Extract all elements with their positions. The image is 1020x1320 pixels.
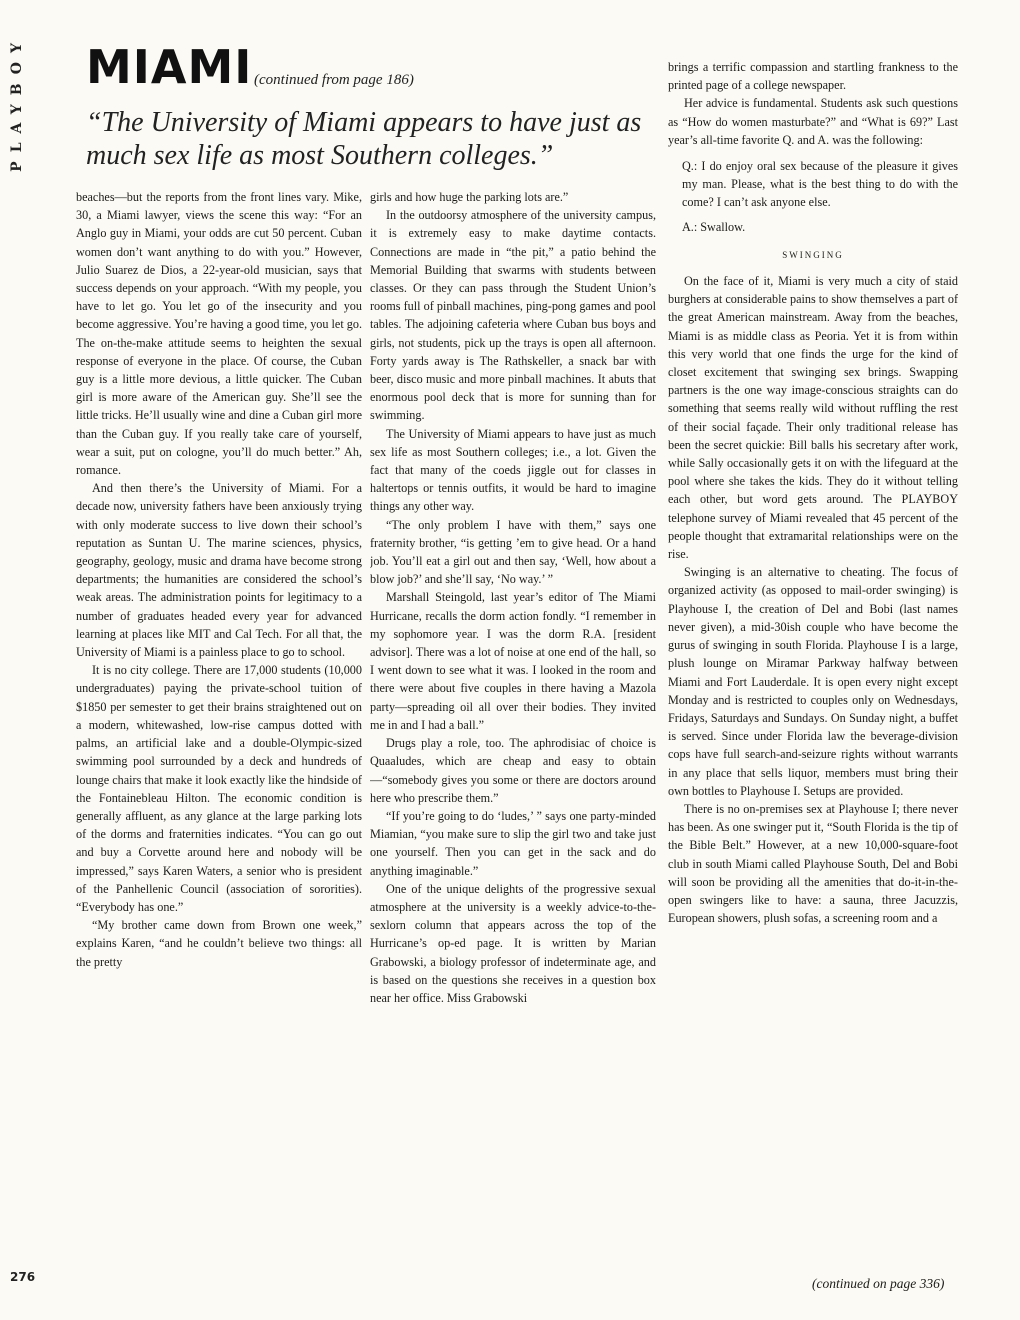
paragraph: beaches—but the reports from the front lines vary. Mike, 30, a Miami lawyer, views the scene this way: “For an Anglo guy in Miami, your odds are cut 50 percent. Cuban women don’t want anything to do with you.” However, Julio Suarez de Dios, a 22-year-old musician, says that success depends on your approach. “With my people, you have to let go. You let go of the insecurity and you become aggressive. You’re having a good time, you let go. The on-the-make attitude seems to heighten the sexual response of everyone in the place. Of course, the Cuban guy is a little more devious, a little quicker. The Cuban girl is more aware of the American guy. She’ll see the little tricks. He’ll usually wine and dine a Cuban girl more than the Cuban guy. If you really take care of yourself, wear a suit, put on cologne, you’ll do much better.” Ah, romance. (76, 190, 362, 478)
text-column-3 (668, 58, 958, 1276)
paragraph: There is no on-premises sex at Playhouse I; there never has been. As one swinger put it, “South Florida is the tip of the Bible Belt.” However, at a new 10,000-square-foot club in south Miami called Playhouse South, Del and Bobi will soon be providing all the amenities that do-it-in-the-open swingers like to have: a sauna, three Jacuzzis, European showers, plush sofas, a screening room and a (668, 801, 958, 926)
continued-to-note: (continued on page 336) (812, 1276, 945, 1291)
paragraph: girls and how huge the parking lots are.” (370, 190, 569, 204)
paragraph: One of the unique delights of the progressive sexual atmosphere at the university is a weekly advice-to-the-sexlorn column that appears across the top of the Hurricane’s op-ed page. It is written by Marian Grabowski, a biology professor of indeterminate age, and is based on the questions she receives in a question box near her office. Miss Grabowski (370, 881, 656, 1005)
paragraph: In the outdoorsy atmosphere of the university campus, it is extremely easy to make daytime contacts. Connections are made in “the pit,” a patio behind the Memorial Building that swarms with students between classes. Or they can pass through the Student Union’s rooms full of pinball machines, ping-pong games and pool tables. The adjoining cafeteria where Cuban bus boys and girls, not students, pick up the trays is open all afternoon. Forty yards away is The Rathskeller, a snack bar with beer, disco music and more pinball machines. It abuts that enormous pool deck that is more for sunning than for swimming. (370, 208, 656, 423)
paragraph: On the face of it, Miami is very much a city of staid burghers at considerable pains to show themselves a part of the great American mainstream. Away from the beaches, Miami is as middle class as Peoria. Yet it is from within this very world that one finds the urge for the kind of closet excitement that swinging sex brings. Swapping partners is the one way image-conscious straights can do something that seems really wild without ruffling the rest of their social façade. Their only traditional release has been the secret quickie: Bill balls his secretary after work, while Sally occasionally gets it on with the lifeguard at the pool where she takes the kids. They do it without telling each other, but word gets around. The PLAYBOY telephone survey of Miami revealed that 45 percent of the people thought that extramarital relationships were on the rise. (668, 274, 958, 562)
pull-quote: “The University of Miami appears to have just as much sex life as most Southern colleges.” (86, 107, 642, 171)
paragraph: Her advice is fundamental. Students ask such questions as “How do women masturbate?” and “What is 69?” Last year’s all-time favorite Q. and A. was the following: (668, 96, 958, 147)
paragraph: It is no city college. There are 17,000 students (10,000 undergraduates) paying the private-school tuition of $1850 per semester to get their brains straightened out on a modern, whitewashed, low-rise campus dotted with palms, an artificial lake and a double-Olympic-sized swimming pool surrounded by a deck and hundreds of lounge chairs that make it look exactly like the hindside of the Fontainebleau Hilton. The economic condition is generally affluent, as any glance at the large parking lots of the dorms and fraternities indicates. “You can go out and buy a Corvette around here and nobody will be impressed,” says Karen Waters, a senior who is president of the Panhellenic Council (association of sororities). “Everybody has one.” (76, 663, 362, 914)
article-header (86, 38, 646, 98)
paragraph: “The only problem I have with them,” says one fraternity brother, “is getting ’em to give head. Or a hand job. You’ll eat a girl out and then say, ‘Well, how about a blow job?’ and she’ll say, ‘No way.’ ” (370, 517, 656, 587)
text-column-1 (76, 188, 362, 1276)
paragraph: The University of Miami appears to have just as much sex life as most Southern colleges; i.e., a lot. Given the fact that many of the coeds jiggle out for classes in haltertops or tennis outfits, it would be hard to imagine things any other way. (370, 426, 656, 514)
section-subhead: SWINGING (782, 249, 844, 260)
qa-answer: A.: Swallow. (682, 219, 746, 234)
text-column-2 (370, 188, 656, 1276)
paragraph: Marshall Steingold, last year’s editor of The Miami Hurricane, recalls the dorm action fondly. “I remember in my sophomore year. I was the dorm R.A. [resident advisor]. There was a lot of noise at one end of the hall, so I went down to see what it was. I looked in the room and there were about five couples in there having a Mazola party—spreading oil all over their bodies. They invited me in and I had a ball.” (370, 590, 656, 732)
qa-question: Q.: I do enjoy oral sex because of the pleasure it gives my man. Please, what is the best thing to do with the come? I can’t ask anyone else. (682, 159, 958, 210)
paragraph: Swinging is an alternative to cheating. The focus of organized activity (as opposed to mail-order swinging) is Playhouse I, the creation of Del and Bobi (last names never given), a mid-30ish couple who have become the gurus of swinging in south Florida. Playhouse I is a large, plush lounge on Miramar Parkway halfway between Miami and Fort Lauderdale. It is open every night except Monday and is restricted to couples only on Wednesdays, Fridays, Saturdays and Sundays. On Sunday night, a buffet is served. Since under Florida law the beverage-division cops have full search-and-seizure rights without warrants in any place that sells liquor, members must bring their own bottles to Playhouse I. Setups are provided. (668, 565, 958, 798)
article-title: MIAMI (86, 40, 253, 94)
magazine-name-vertical: PLAYBOY (9, 34, 25, 172)
paragraph: Drugs play a role, too. The aphrodisiac of choice is Quaaludes, which are cheap and easy to obtain—“somebody gives you some or there are doctors around here who prescribe them.” (370, 736, 656, 805)
paragraph: “My brother came down from Brown one week,” explains Karen, “and he couldn’t believe two things: all the pretty (76, 918, 362, 969)
paragraph: “If you’re going to do ‘ludes,’ ” says one party-minded Miamian, “you make sure to slip the girl two and take just one yourself. Then you can get in the sack and do anything imaginable.” (370, 808, 656, 878)
paragraph: And then there’s the University of Miami. For a decade now, university fathers have been anxiously trying with only moderate success to live down their school’s reputation as Suntan U. The marine sciences, physics, geography, geology, music and drama have become strong departments; the humanities are considered the school’s weak areas. The administration points for legitimacy to a number of graduates headed every year for advanced learning at places like MIT and Cal Tech. For all that, the University of Miami is a painless place to go to school. (76, 481, 362, 660)
paragraph: brings a terrific compassion and startling frankness to the printed page of a college newspaper. (668, 60, 958, 93)
page-number: 276 (10, 1270, 36, 1284)
continued-from-note: (continued from page 186) (254, 72, 414, 88)
